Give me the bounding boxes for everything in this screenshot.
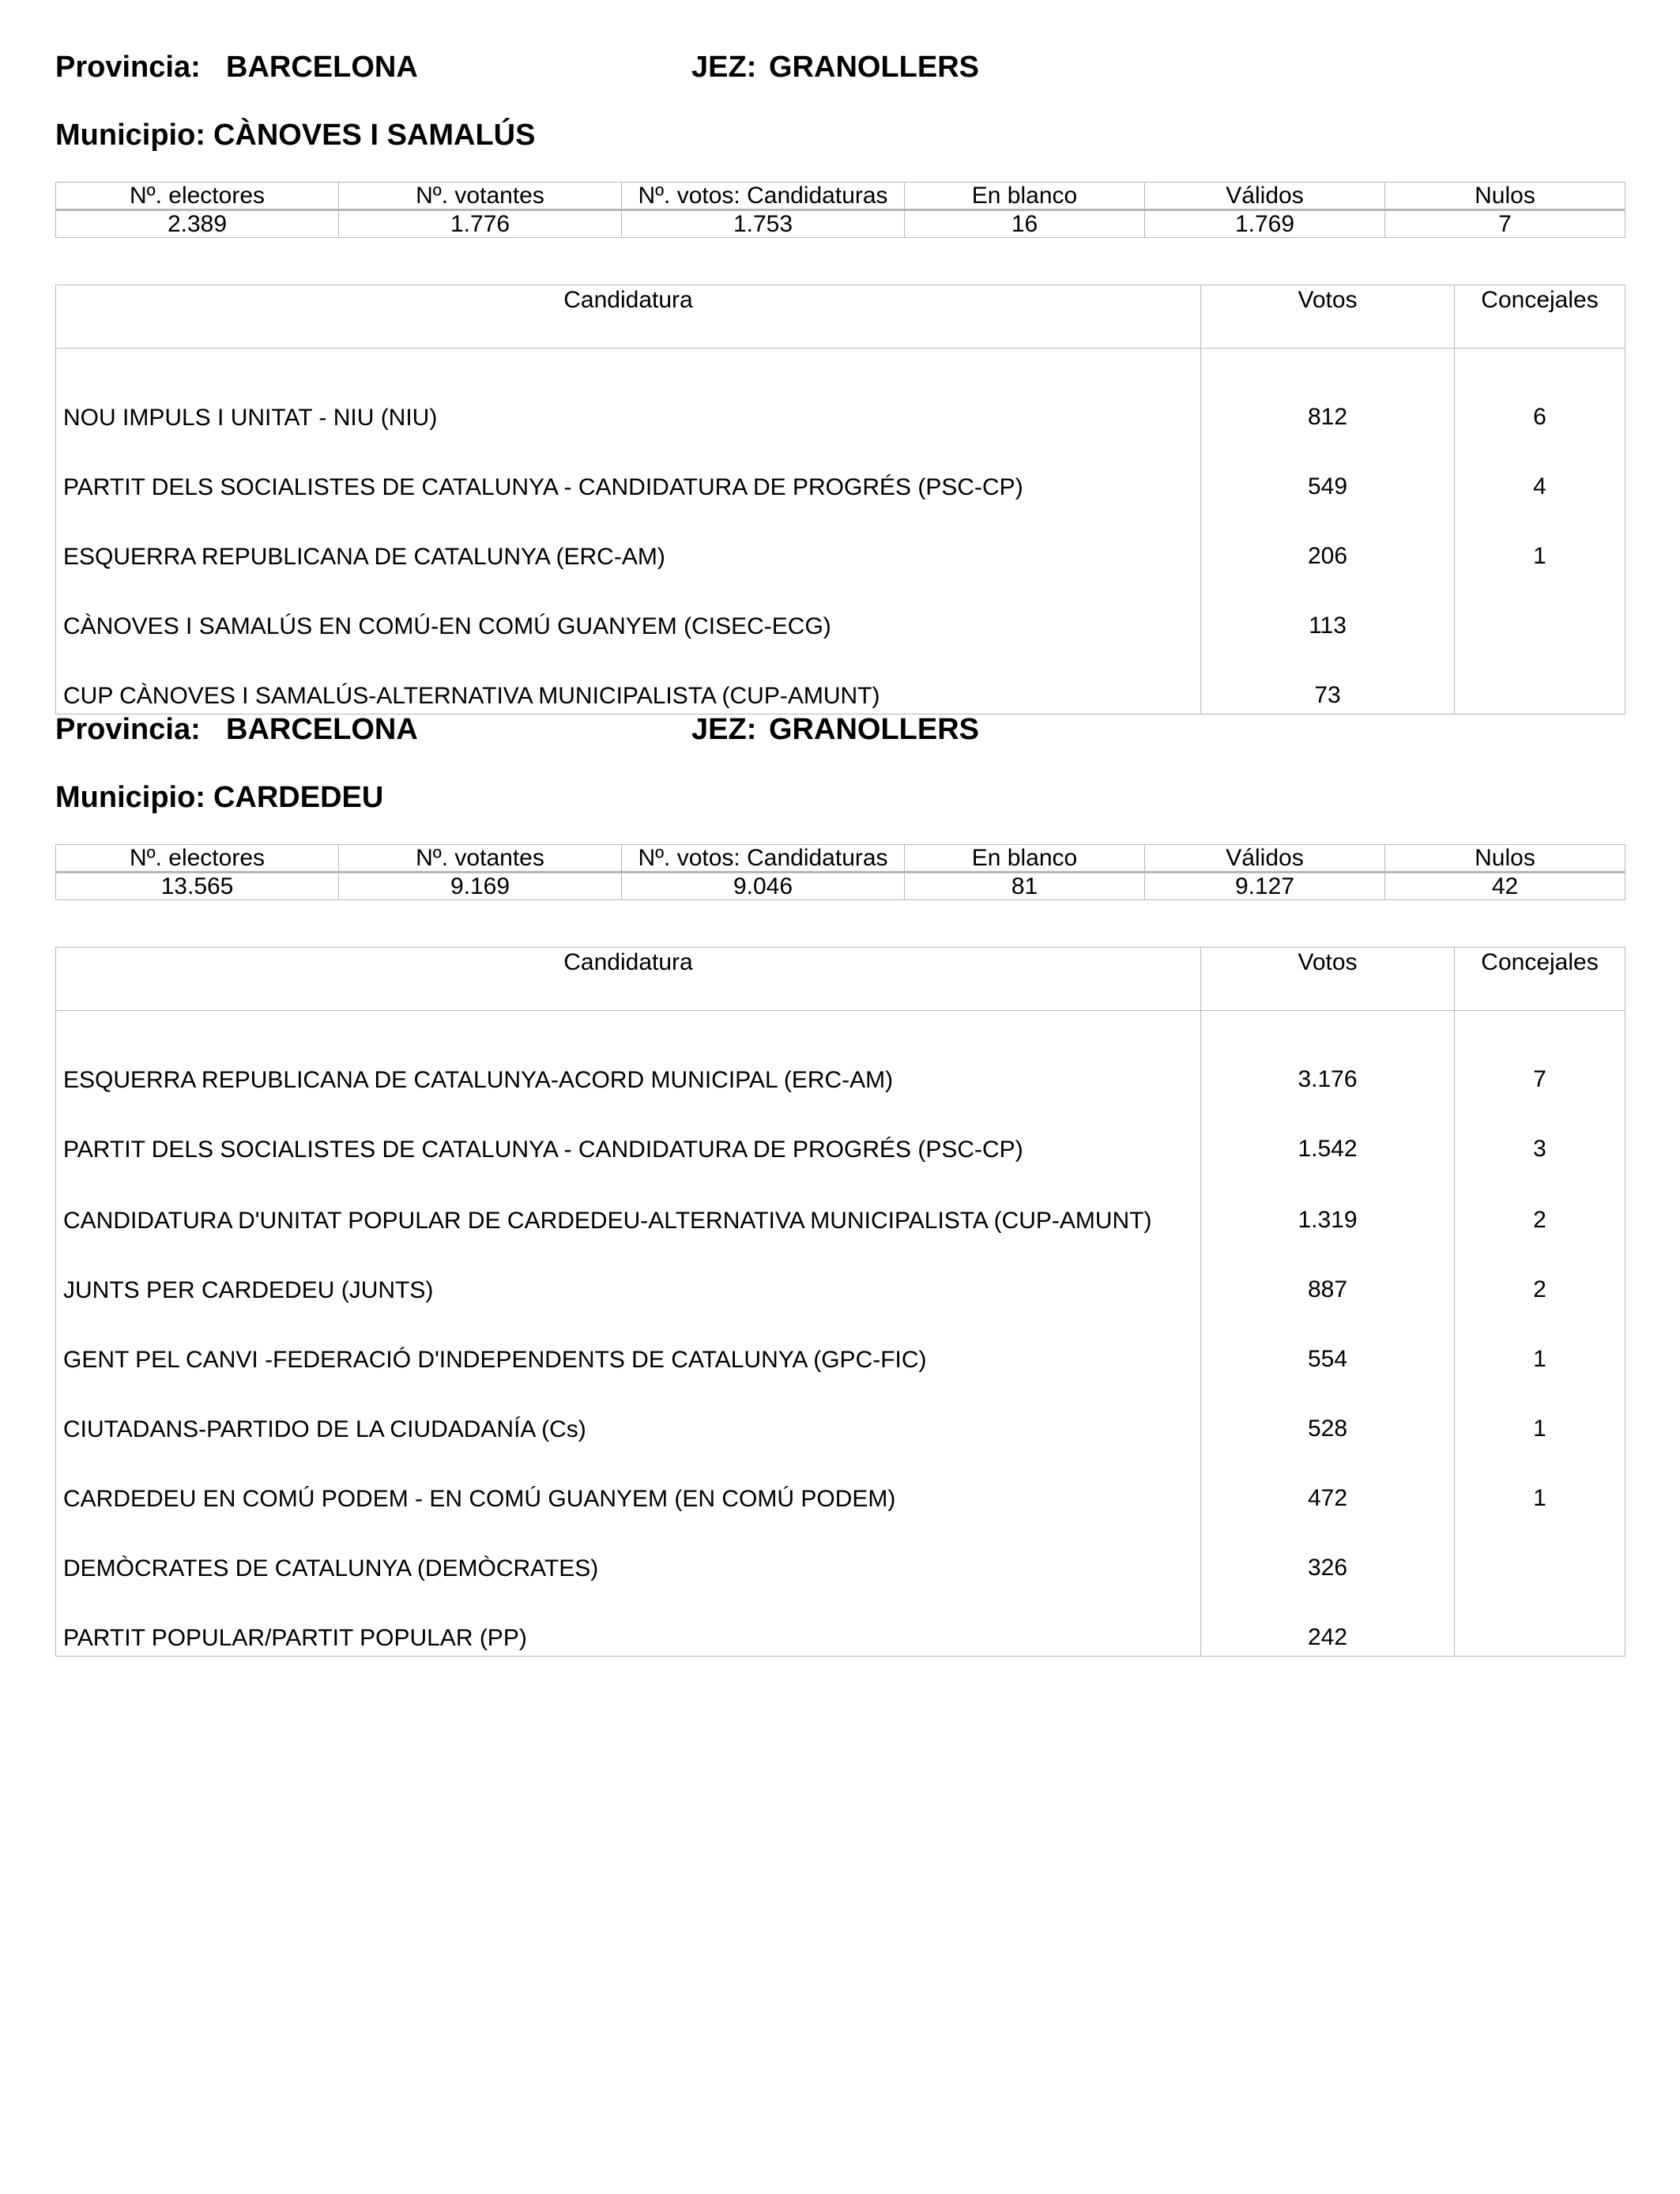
jez-value: GRANOLLERS — [769, 51, 979, 84]
section-header — [55, 51, 1625, 98]
summary-value: 1.769 — [1145, 210, 1385, 238]
results-header-row — [56, 948, 1625, 1011]
summary-header: Nº. votantes — [339, 183, 622, 210]
results-header: Votos — [1201, 285, 1455, 349]
party-votes: 206 — [1201, 505, 1455, 575]
summary-value: 81 — [905, 873, 1145, 900]
summary-value: 1.753 — [622, 210, 905, 238]
party-seats: 3 — [1533, 1136, 1546, 1162]
party-votes: 326 — [1201, 1517, 1455, 1586]
party-name: PARTIT DELS SOCIALISTES DE CATALUNYA - CANDIDATURA DE PROGRÉS (PSC-CP) — [56, 435, 1201, 505]
party-seats: 7 — [1533, 1066, 1546, 1092]
party-name: JUNTS PER CARDEDEU (JUNTS) — [56, 1238, 1201, 1308]
summary-value: 16 — [905, 210, 1145, 238]
table-row — [56, 644, 1625, 714]
party-name: CANDIDATURA D'UNITAT POPULAR DE CARDEDEU-ALTERNATIVA MUNICIPALISTA (CUP-AMUNT) — [56, 1167, 1201, 1238]
party-name: ESQUERRA REPUBLICANA DE CATALUNYA (ERC-AM) — [56, 505, 1201, 575]
summary-value: 9.169 — [339, 873, 622, 900]
results-table — [55, 285, 1625, 714]
municipio-title — [55, 781, 391, 815]
party-seats: 1 — [1533, 543, 1546, 569]
results-header: Votos — [1201, 948, 1455, 1011]
party-seats: 2 — [1533, 1207, 1546, 1233]
results-table — [55, 947, 1625, 1657]
table-row — [56, 435, 1625, 505]
summary-value: 9.046 — [622, 873, 905, 900]
summary-header: Nº. electores — [56, 183, 339, 210]
party-votes: 1.542 — [1201, 1098, 1455, 1167]
provincia-label: Provincia: — [55, 51, 201, 84]
party-votes: 242 — [1201, 1586, 1455, 1657]
party-votes: 549 — [1201, 435, 1455, 505]
provincia-value: BARCELONA — [226, 51, 418, 84]
table-row — [56, 575, 1625, 644]
party-name: CIUTADANS-PARTIDO DE LA CIUDADANÍA (Cs) — [56, 1378, 1201, 1447]
summary-values-row — [56, 873, 1625, 900]
party-seats — [1455, 575, 1625, 644]
results-header: Concejales — [1455, 948, 1625, 1011]
summary-header: Nulos — [1385, 845, 1625, 873]
jez-value: GRANOLLERS — [769, 713, 979, 746]
party-seats: 6 — [1533, 404, 1546, 430]
table-row — [56, 1517, 1625, 1586]
section-header — [55, 713, 1625, 760]
party-seats: 1 — [1533, 1346, 1546, 1372]
table-row — [56, 1238, 1625, 1308]
jez-label: JEZ: — [691, 713, 757, 746]
party-seats — [1455, 1586, 1625, 1657]
party-votes: 812 — [1201, 349, 1455, 436]
summary-values-row — [56, 210, 1625, 238]
summary-value: 2.389 — [56, 210, 339, 238]
table-row — [56, 1447, 1625, 1517]
party-votes: 1.319 — [1201, 1167, 1455, 1238]
summary-value: 42 — [1385, 873, 1625, 900]
municipio-value: CARDEDEU — [213, 781, 384, 814]
summary-value: 13.565 — [56, 873, 339, 900]
results-header: Candidatura — [56, 285, 1201, 349]
party-name: PARTIT POPULAR/PARTIT POPULAR (PP) — [56, 1586, 1201, 1657]
summary-header: En blanco — [905, 845, 1145, 873]
provincia-label: Provincia: — [55, 713, 201, 746]
party-name: NOU IMPULS I UNITAT - NIU (NIU) — [56, 349, 1201, 436]
summary-header: Válidos — [1145, 845, 1385, 873]
party-votes: 113 — [1201, 575, 1455, 644]
party-name: CUP CÀNOVES I SAMALÚS-ALTERNATIVA MUNICIPALISTA (CUP-AMUNT) — [56, 644, 1201, 714]
table-row — [56, 505, 1625, 575]
summary-value: 9.127 — [1145, 873, 1385, 900]
summary-value: 7 — [1385, 210, 1625, 238]
municipio-value: CÀNOVES I SAMALÚS — [213, 119, 536, 152]
party-votes: 528 — [1201, 1378, 1455, 1447]
results-header: Candidatura — [56, 948, 1201, 1011]
results-header-row — [56, 285, 1625, 349]
party-votes: 887 — [1201, 1238, 1455, 1308]
summary-header-row — [56, 183, 1625, 210]
municipio-label: Municipio: — [55, 781, 205, 814]
table-row — [56, 1308, 1625, 1378]
summary-header: Válidos — [1145, 183, 1385, 210]
municipality-section-1 — [55, 51, 1625, 709]
municipality-section-2 — [55, 713, 1625, 1651]
party-name: DEMÒCRATES DE CATALUNYA (DEMÒCRATES) — [56, 1517, 1201, 1586]
table-row — [56, 1098, 1625, 1167]
party-name: PARTIT DELS SOCIALISTES DE CATALUNYA - CANDIDATURA DE PROGRÉS (PSC-CP) — [56, 1098, 1201, 1167]
party-seats: 4 — [1533, 473, 1546, 499]
party-seats: 1 — [1533, 1416, 1546, 1442]
summary-header: Nº. votos: Candidaturas — [622, 183, 905, 210]
summary-table — [55, 182, 1625, 238]
party-votes: 472 — [1201, 1447, 1455, 1517]
party-votes: 554 — [1201, 1308, 1455, 1378]
party-name: ESQUERRA REPUBLICANA DE CATALUNYA-ACORD MUNICIPAL (ERC-AM) — [56, 1011, 1201, 1099]
summary-header: Nº. votantes — [339, 845, 622, 873]
party-seats — [1455, 1517, 1625, 1586]
party-seats — [1455, 644, 1625, 714]
party-votes: 3.176 — [1201, 1011, 1455, 1099]
table-row — [56, 1378, 1625, 1447]
party-name: CÀNOVES I SAMALÚS EN COMÚ-EN COMÚ GUANYEM (CISEC-ECG) — [56, 575, 1201, 644]
results-header: Concejales — [1455, 285, 1625, 349]
summary-header: Nº. electores — [56, 845, 339, 873]
jez-label: JEZ: — [691, 51, 757, 84]
summary-header: En blanco — [905, 183, 1145, 210]
summary-table — [55, 844, 1625, 900]
table-row — [56, 1011, 1625, 1099]
party-seats: 2 — [1533, 1276, 1546, 1302]
table-row — [56, 1167, 1625, 1238]
municipio-label: Municipio: — [55, 119, 205, 152]
municipio-title — [55, 119, 543, 153]
summary-header: Nulos — [1385, 183, 1625, 210]
party-seats: 1 — [1533, 1485, 1546, 1511]
party-votes: 73 — [1201, 644, 1455, 714]
table-row — [56, 349, 1625, 436]
party-name: GENT PEL CANVI -FEDERACIÓ D'INDEPENDENTS DE CATALUNYA (GPC-FIC) — [56, 1308, 1201, 1378]
table-row — [56, 1586, 1625, 1657]
summary-header-row — [56, 845, 1625, 873]
summary-value: 1.776 — [339, 210, 622, 238]
party-name: CARDEDEU EN COMÚ PODEM - EN COMÚ GUANYEM (EN COMÚ PODEM) — [56, 1447, 1201, 1517]
provincia-value: BARCELONA — [226, 713, 418, 746]
summary-header: Nº. votos: Candidaturas — [622, 845, 905, 873]
